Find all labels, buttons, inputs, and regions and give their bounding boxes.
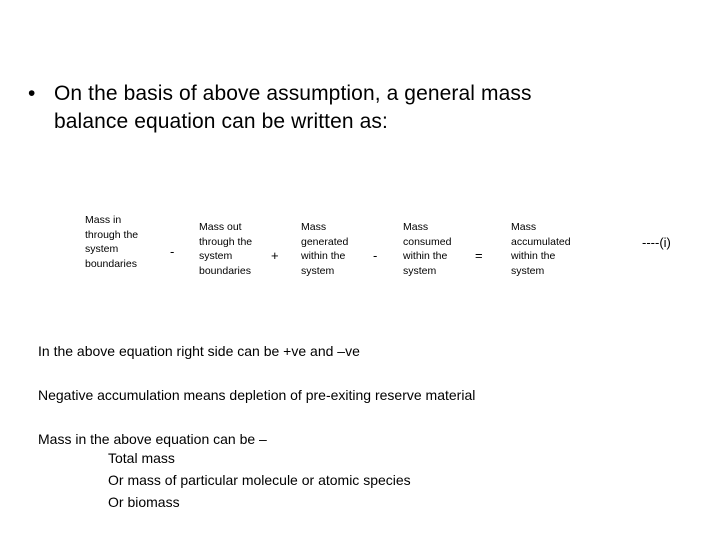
equation-number: ----(i): [642, 235, 671, 250]
bullet-line-2: balance equation can be written as:: [54, 110, 388, 133]
term-mass-consumed-line: system: [403, 264, 437, 277]
term-mass-in-line: through the: [85, 228, 139, 241]
note-negative-accumulation: Negative accumulation means depletion of pre-exiting reserve material: [38, 387, 476, 403]
term-mass-consumed: [403, 220, 451, 278]
bullet-line-1: On the basis of above assumption, a general mass: [54, 82, 532, 105]
term-mass-generated-line: within the: [301, 250, 346, 262]
term-mass-in: [85, 213, 138, 271]
operator-minus: -: [373, 248, 378, 263]
list-item-molecule-species: Or mass of particular molecule or atomic species: [108, 472, 411, 488]
bullet-marker: •: [28, 82, 36, 105]
term-mass-accumulated-line: system: [511, 264, 545, 277]
term-mass-consumed-line: Mass: [403, 221, 429, 233]
bullet-text: [54, 80, 664, 136]
term-mass-out-line: boundaries: [199, 264, 251, 277]
term-mass-consumed-line: within the: [403, 250, 448, 262]
term-mass-in-line: boundaries: [85, 257, 137, 270]
term-mass-generated: [301, 220, 348, 278]
term-mass-in-line: Mass in: [85, 214, 122, 226]
note-sign: In the above equation right side can be +ve and –ve: [38, 343, 360, 359]
term-mass-generated-line: system: [301, 264, 335, 277]
operator-equals: =: [475, 248, 483, 263]
term-mass-generated-line: generated: [301, 235, 349, 248]
list-item-biomass: Or biomass: [108, 494, 180, 510]
operator-minus: -: [170, 244, 175, 259]
term-mass-out-line: Mass out: [199, 221, 242, 233]
term-mass-out-line: system: [199, 250, 233, 262]
list-item-total-mass: Total mass: [108, 450, 175, 466]
term-mass-generated-line: Mass: [301, 221, 327, 233]
term-mass-accumulated-line: accumulated: [511, 235, 571, 248]
term-mass-out: [199, 220, 252, 278]
term-mass-out-line: through the: [199, 235, 253, 248]
term-mass-in-line: system: [85, 243, 119, 255]
term-mass-consumed-line: consumed: [403, 235, 452, 248]
term-mass-accumulated-line: Mass: [511, 221, 537, 233]
term-mass-accumulated-line: within the: [511, 250, 556, 262]
note-mass-definition: Mass in the above equation can be –: [38, 431, 267, 447]
operator-plus: +: [271, 248, 279, 263]
term-mass-accumulated: [511, 220, 571, 278]
